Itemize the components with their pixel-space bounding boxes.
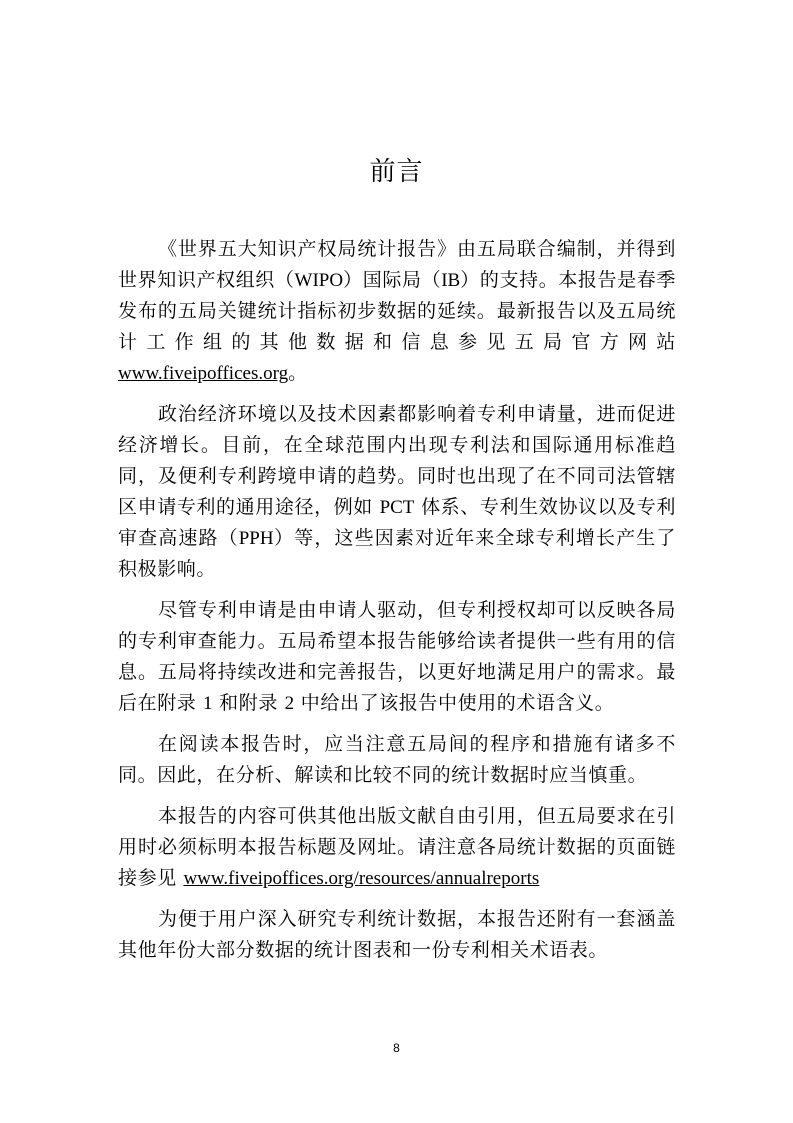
- url-link[interactable]: www.fiveipoffices.org/resources/annualreports: [183, 868, 540, 889]
- paragraph-text: ）国际局（: [343, 269, 442, 291]
- paragraph-text: 1: [203, 693, 213, 714]
- paragraph-text: 尽管专利申请是由申请人驱动，但专利授权却可以反映各局的专利审查能力。五局希望本报告能够给读者提供一些有用的信息。五局将持续改进和完善报告，以更好地满足用户的需求。最后在附录: [118, 599, 676, 714]
- paragraph-text: 中给出了该报告中使用的术语含义。: [294, 692, 615, 714]
- paragraph-appendix: [118, 904, 676, 966]
- paragraph-text: 2: [284, 693, 295, 714]
- paragraph-examination: [118, 595, 676, 719]
- paragraph-text: ）的支持。本报告是春季发布的五局关键统计指标初步数据的延续。最新报告以及五局统计工作组的其他数据和信息参见五局官方网站: [118, 269, 676, 353]
- paragraph-text: 本报告的内容可供其他出版文献自由引用，但五局要求在引用时必须标明本报告标题及网址。请注意各局统计数据的页面链接参见: [118, 805, 676, 889]
- paragraph-text: 和附录: [212, 692, 285, 714]
- paragraph-text: PPH: [238, 528, 274, 549]
- paragraph-citation: [118, 801, 676, 894]
- paragraph-text: PCT: [379, 497, 415, 518]
- paragraph-environment: [118, 399, 676, 585]
- paragraph-caution: [118, 729, 676, 791]
- paragraph-text: 《世界五大知识产权局统计报告》由五局联合编制，并得到世界知识产权组织（: [118, 238, 676, 291]
- paragraph-text: 在阅读本报告时，应当注意五局间的程序和措施有诸多不同。因此，在分析、解读和比较不同的统计数据时应当慎重。: [118, 733, 676, 786]
- paragraph-text: IB: [441, 270, 461, 291]
- url-link[interactable]: www.fiveipoffices.org: [118, 363, 289, 384]
- paragraph-text: 。: [288, 362, 308, 384]
- paragraph-text: WIPO: [294, 270, 344, 291]
- paragraph-text: 政治经济环境以及技术因素都影响着专利申请量，进而促进经济增长。目前，在全球范围内出现专利法和国际通用标准趋同，及便利专利跨境申请的趋势。同时也出现了在不同司法管辖区申请专利的通用途径，例如: [118, 403, 676, 518]
- page-number: 8: [393, 1041, 400, 1055]
- paragraph-text: 为便于用户深入研究专利统计数据，本报告还附有一套涵盖其他年份大部分数据的统计图表和一份专利相关术语表。: [118, 908, 676, 961]
- body-text: [118, 234, 676, 976]
- paragraph-text: ）等，这些因素对近年来全球专利增长产生了积极影响。: [118, 527, 676, 580]
- paragraph-intro: [118, 234, 676, 389]
- paragraph-text: 体系、专利生效协议以及专利审查高速路（: [118, 496, 676, 549]
- page-title: 前言: [369, 157, 424, 187]
